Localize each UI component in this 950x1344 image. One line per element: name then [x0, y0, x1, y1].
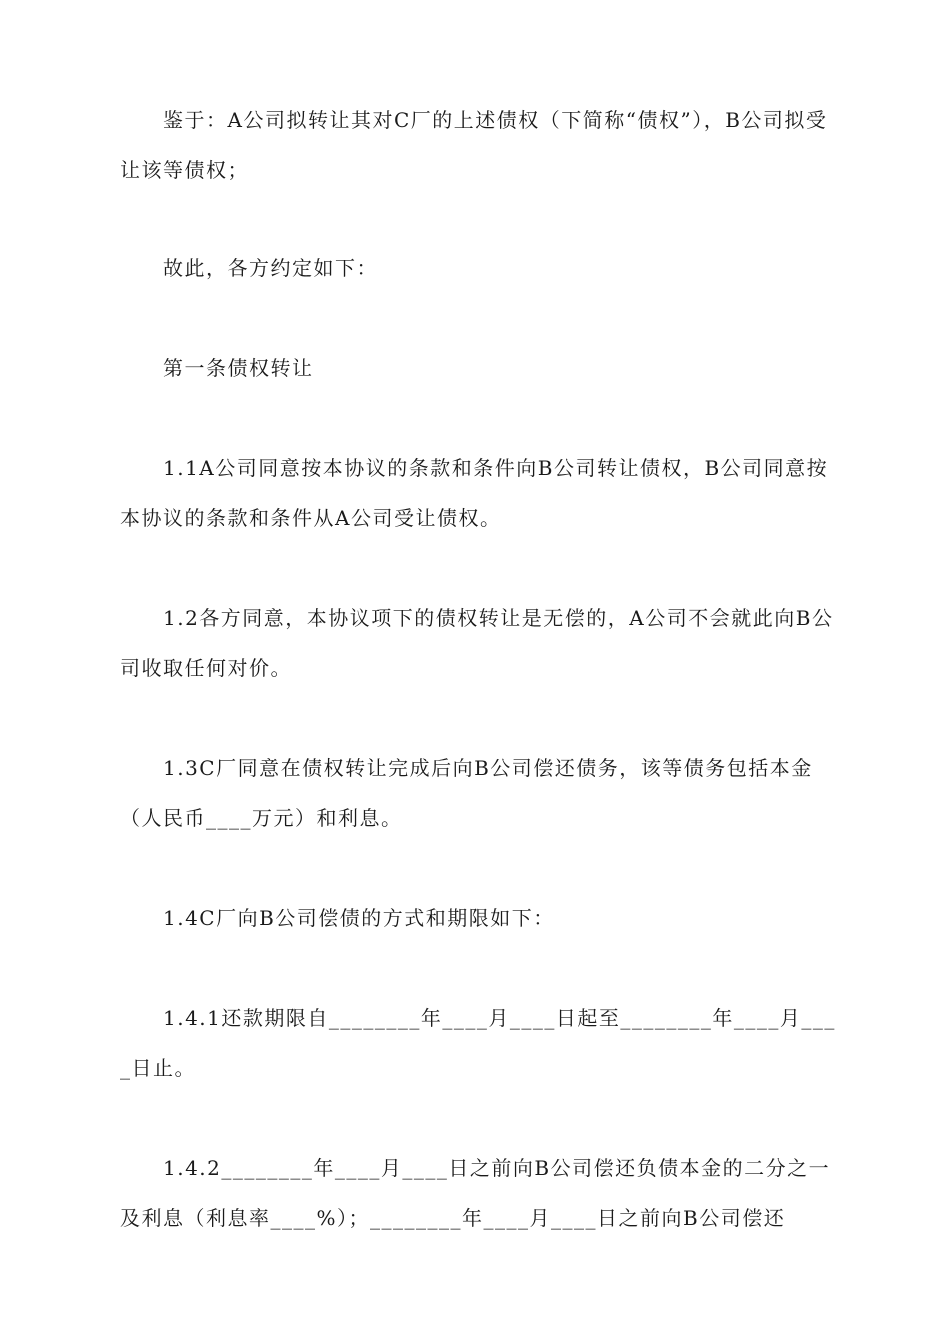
paragraph-agreement-intro: 故此，各方约定如下：: [163, 256, 378, 280]
clause-1-4: 1.4C厂向B公司偿债的方式和期限如下：: [163, 906, 555, 930]
clause-1-3: 1.3C厂同意在债权转让完成后向B公司偿还债务，该等债务包括本金（人民币____万元）和利息。: [120, 756, 813, 830]
clause-1-4-2: 1.4.2________年____月____日之前向B公司偿还负债本金的二分之一及利息（利息率____%）；________年____月____日之前向B公司偿还: [120, 1156, 831, 1230]
paragraph-recital: 鉴于：A公司拟转让其对C厂的上述债权（下简称“债权”），B公司拟受让该等债权；: [120, 108, 828, 182]
clause-1-1: 1.1A公司同意按本协议的条款和条件向B公司转让债权，B公司同意按本协议的条款和条件从A公司受让债权。: [120, 456, 829, 530]
clause-1-4-1: 1.4.1还款期限自________年____月____日起至________年____月____日止。: [120, 1006, 836, 1080]
article-heading: 第一条债权转让: [163, 356, 314, 380]
clause-1-2: 1.2各方同意，本协议项下的债权转让是无偿的，A公司不会就此向B公司收取任何对价。: [120, 606, 834, 680]
